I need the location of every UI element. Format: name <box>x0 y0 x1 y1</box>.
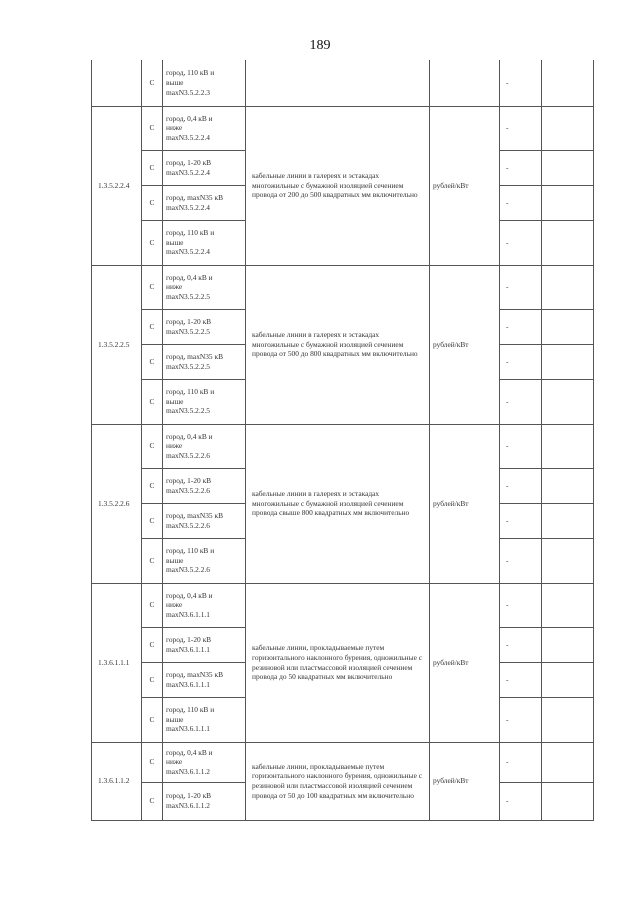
table-row <box>92 424 594 468</box>
extra-cell <box>542 742 594 782</box>
letter-cell: С <box>142 60 163 106</box>
extra-cell <box>542 782 594 820</box>
unit-cell: рублей/кВт <box>430 106 500 265</box>
letter-cell: С <box>142 583 163 627</box>
extra-cell <box>542 265 594 309</box>
value-cell: - <box>500 265 542 309</box>
voltage-cell: город, 0,4 кВ и ниже maxN3.5.2.2.5 <box>163 265 246 309</box>
extra-cell <box>542 309 594 344</box>
voltage-cell: город, 1-20 кВ maxN3.5.2.2.6 <box>163 468 246 503</box>
value-cell: - <box>500 344 542 379</box>
extra-cell <box>542 60 594 106</box>
unit-cell: рублей/кВт <box>430 742 500 820</box>
voltage-cell: город, 0,4 кВ и ниже maxN3.5.2.2.4 <box>163 106 246 150</box>
voltage-cell: город, maxN35 кВ maxN3.5.2.2.6 <box>163 503 246 538</box>
description-cell: кабельные линии в галереях и эстакадах многожильные с бумажной изоляцией сечением провода от 200 до 500 квадратных мм включительно <box>246 106 430 265</box>
letter-cell: С <box>142 538 163 583</box>
letter-cell: С <box>142 309 163 344</box>
code-cell: 1.3.5.2.2.4 <box>92 106 142 265</box>
voltage-cell: город, 1-20 кВ maxN3.5.2.2.5 <box>163 309 246 344</box>
letter-cell: С <box>142 106 163 150</box>
carryover-row <box>92 60 594 106</box>
voltage-cell: город, 110 кВ и выше maxN3.5.2.2.3 <box>163 60 246 106</box>
letter-cell: С <box>142 697 163 742</box>
table-row <box>92 106 594 150</box>
value-cell: - <box>500 424 542 468</box>
voltage-cell: город, 0,4 кВ и ниже maxN3.6.1.1.1 <box>163 583 246 627</box>
value-cell: - <box>500 60 542 106</box>
description-cell: кабельные линии в галереях и эстакадах многожильные с бумажной изоляцией сечением провода свыше 800 квадратных мм включительно <box>246 424 430 583</box>
extra-cell <box>542 538 594 583</box>
extra-cell <box>542 150 594 185</box>
voltage-cell: город, 110 кВ и выше maxN3.5.2.2.5 <box>163 379 246 424</box>
value-cell: - <box>500 662 542 697</box>
table-row <box>92 265 594 309</box>
letter-cell: С <box>142 265 163 309</box>
extra-cell <box>542 583 594 627</box>
value-cell: - <box>500 468 542 503</box>
letter-cell: С <box>142 742 163 782</box>
letter-cell: С <box>142 150 163 185</box>
letter-cell: С <box>142 468 163 503</box>
letter-cell: С <box>142 627 163 662</box>
voltage-cell: город, maxN35 кВ maxN3.6.1.1.1 <box>163 662 246 697</box>
extra-cell <box>542 344 594 379</box>
extra-cell <box>542 220 594 265</box>
extra-cell <box>542 697 594 742</box>
letter-cell: С <box>142 782 163 820</box>
extra-cell <box>542 503 594 538</box>
code-cell: 1.3.5.2.2.6 <box>92 424 142 583</box>
code-cell: 1.3.6.1.1.1 <box>92 583 142 742</box>
description-cell <box>246 60 430 106</box>
letter-cell: С <box>142 344 163 379</box>
value-cell: - <box>500 185 542 220</box>
extra-cell <box>542 424 594 468</box>
value-cell: - <box>500 309 542 344</box>
value-cell: - <box>500 583 542 627</box>
voltage-cell: город, 1-20 кВ maxN3.6.1.1.1 <box>163 627 246 662</box>
voltage-cell: город, 110 кВ и выше maxN3.6.1.1.1 <box>163 697 246 742</box>
letter-cell: С <box>142 662 163 697</box>
extra-cell <box>542 662 594 697</box>
table-row <box>92 742 594 782</box>
voltage-cell: город, 110 кВ и выше maxN3.5.2.2.6 <box>163 538 246 583</box>
unit-cell: рублей/кВт <box>430 583 500 742</box>
description-cell: кабельные линии, прокладываемые путем горизонтального наклонного бурения, одножильные с резиновой или пластмассовой изоляцией сечением провода до 50 квадратных мм включительно <box>246 583 430 742</box>
letter-cell: С <box>142 424 163 468</box>
page-number: 189 <box>309 38 331 53</box>
value-cell: - <box>500 627 542 662</box>
extra-cell <box>542 468 594 503</box>
value-cell: - <box>500 106 542 150</box>
letter-cell: С <box>142 379 163 424</box>
description-cell: кабельные линии, прокладываемые путем горизонтального наклонного бурения, одножильные с резиновой или пластмассовой изоляцией сечением провода от 50 до 100 квадратных мм включительно <box>246 742 430 820</box>
letter-cell: С <box>142 185 163 220</box>
voltage-cell: город, maxN35 кВ maxN3.5.2.2.4 <box>163 185 246 220</box>
voltage-cell: город, 0,4 кВ и ниже maxN3.5.2.2.6 <box>163 424 246 468</box>
value-cell: - <box>500 697 542 742</box>
code-cell <box>92 60 142 106</box>
value-cell: - <box>500 503 542 538</box>
table-row <box>92 583 594 627</box>
voltage-cell: город, maxN35 кВ maxN3.5.2.2.5 <box>163 344 246 379</box>
value-cell: - <box>500 742 542 782</box>
voltage-cell: город, 1-20 кВ maxN3.5.2.2.4 <box>163 150 246 185</box>
unit-cell: рублей/кВт <box>430 265 500 424</box>
extra-cell <box>542 379 594 424</box>
value-cell: - <box>500 538 542 583</box>
extra-cell <box>542 627 594 662</box>
voltage-cell: город, 0,4 кВ и ниже maxN3.6.1.1.2 <box>163 742 246 782</box>
description-cell: кабельные линии в галереях и эстакадах многожильные с бумажной изоляцией сечением провода от 500 до 800 квадратных мм включительно <box>246 265 430 424</box>
voltage-cell: город, 110 кВ и выше maxN3.5.2.2.4 <box>163 220 246 265</box>
value-cell: - <box>500 150 542 185</box>
unit-cell: рублей/кВт <box>430 424 500 583</box>
code-cell: 1.3.6.1.1.2 <box>92 742 142 820</box>
voltage-cell: город, 1-20 кВ maxN3.6.1.1.2 <box>163 782 246 820</box>
extra-cell <box>542 185 594 220</box>
code-cell: 1.3.5.2.2.5 <box>92 265 142 424</box>
unit-cell <box>430 60 500 106</box>
extra-cell <box>542 106 594 150</box>
value-cell: - <box>500 220 542 265</box>
letter-cell: С <box>142 220 163 265</box>
value-cell: - <box>500 379 542 424</box>
value-cell: - <box>500 782 542 820</box>
letter-cell: С <box>142 503 163 538</box>
tariff-table <box>91 60 594 821</box>
